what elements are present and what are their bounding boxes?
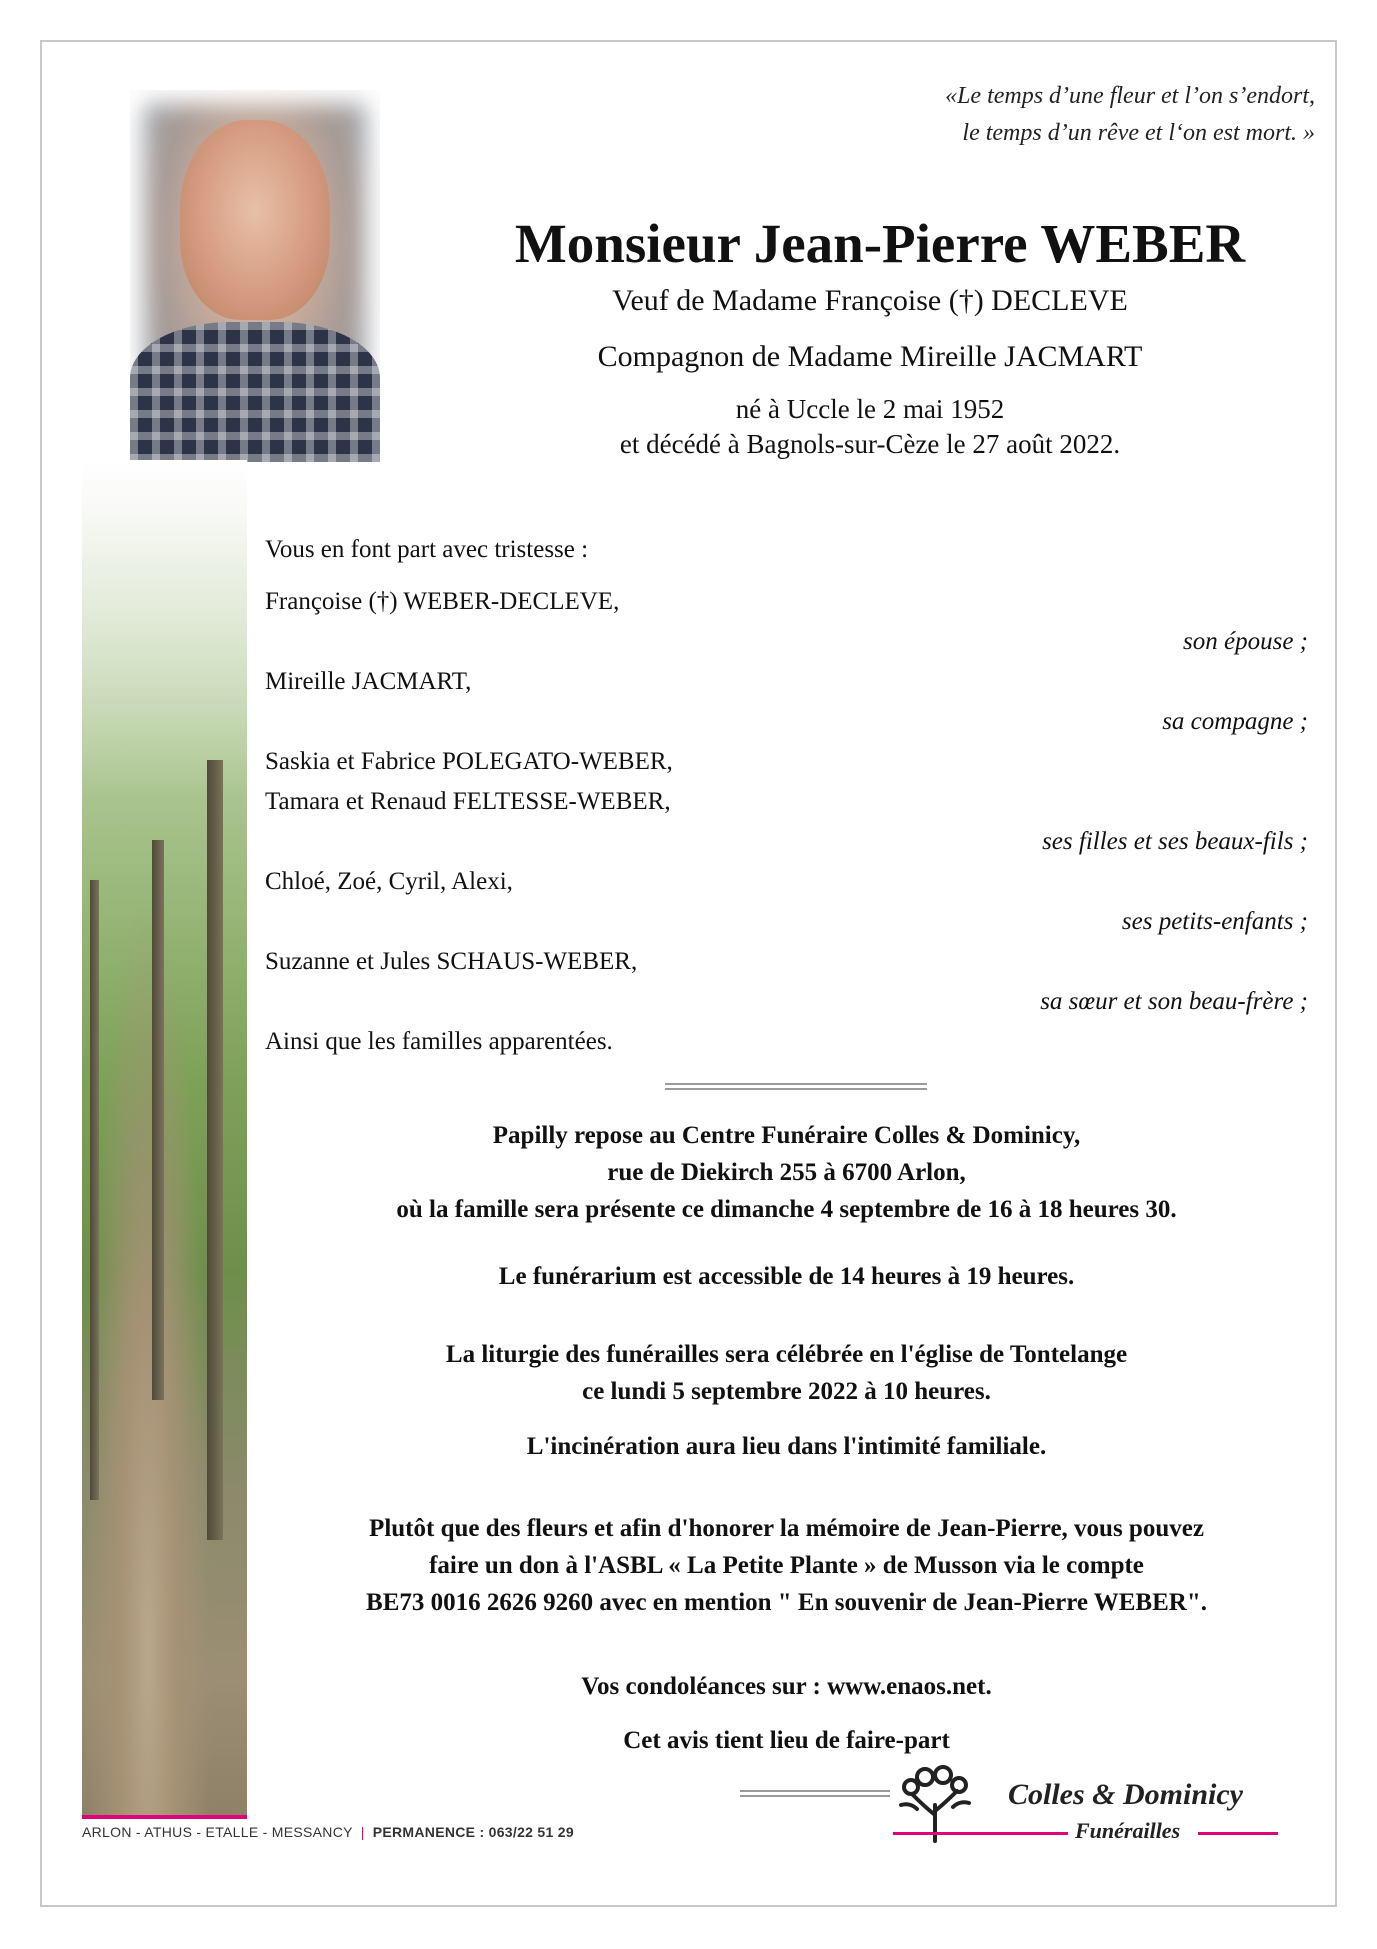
section-divider: [665, 1083, 927, 1090]
companion-line: Compagnon de Madame Mireille JACMART: [597, 340, 1143, 373]
quote-line: le temps d’un rêve et l‘on est mort. »: [962, 120, 1315, 146]
death-line: et décédé à Bagnols-sur-Cèze le 27 août 2022.: [619, 429, 1121, 459]
notice-info: Cet avis tient lieu de faire-part: [623, 1727, 950, 1754]
portrait-shirt: [130, 322, 380, 462]
accent-bar: [82, 1815, 247, 1819]
mourner-relation: son épouse ;: [1183, 628, 1308, 655]
birth-line: né à Uccle le 2 mai 1952: [735, 394, 1005, 424]
mourner-name: Françoise (†) WEBER-DECLEVE,: [265, 588, 620, 615]
footer-separator: |: [360, 1824, 365, 1840]
brand-underline-left: [893, 1832, 1068, 1835]
mourners-list: [265, 530, 1308, 1062]
mourner-name: Tamara et Renaud FELTESSE-WEBER,: [265, 788, 671, 815]
mourner-name: Mireille JACMART,: [265, 668, 472, 695]
widower-line: Veuf de Madame Françoise (†) DECLEVE: [612, 284, 1128, 317]
donation-info: [265, 1510, 1308, 1621]
logo-divider: [740, 1790, 890, 1797]
portrait-face: [180, 120, 330, 320]
mourner-name: Chloé, Zoé, Cyril, Alexi,: [265, 868, 513, 895]
footer-permanence: PERMANENCE : 063/22 51 29: [372, 1824, 574, 1840]
quote-line: «Le temps d’une fleur et l’on s’endort,: [945, 83, 1315, 109]
cremation-info: L'incinération aura lieu dans l'intimité familiale.: [526, 1433, 1047, 1460]
mourner-relation: sa sœur et son beau-frère ;: [1040, 988, 1308, 1015]
footer-locations: ARLON - ATHUS - ETALLE - MESSANCY: [82, 1824, 353, 1840]
mourner-relation: ses filles et ses beaux-fils ;: [1042, 828, 1308, 855]
info-line: La liturgie des funérailles sera célébrée en l'église de Tontelange: [445, 1341, 1128, 1368]
liturgy-info: [265, 1336, 1308, 1410]
mourner-name: Suzanne et Jules SCHAUS-WEBER,: [265, 948, 638, 975]
brand-subtitle: Funérailles: [1075, 1818, 1181, 1843]
info-line: Plutôt que des fleurs et afin d'honorer la mémoire de Jean-Pierre, vous pouvez: [369, 1515, 1204, 1542]
info-line: ce lundi 5 septembre 2022 à 10 heures.: [582, 1378, 991, 1405]
info-line: où la famille sera présente ce dimanche 4 septembre de 16 à 18 heures 30.: [396, 1196, 1177, 1223]
epigraph-quote: [945, 78, 1315, 152]
info-line: BE73 0016 2626 9260 avec en mention " En souvenir de Jean-Pierre WEBER".: [366, 1589, 1207, 1616]
info-line: Papilly repose au Centre Funéraire Colles & Dominicy,: [492, 1122, 1081, 1149]
mourner-relation: sa compagne ;: [1162, 708, 1308, 735]
mourner-relation: ses petits-enfants ;: [1121, 908, 1308, 935]
footer-contact: [82, 1822, 574, 1842]
info-line: faire un don à l'ASBL « La Petite Plante » de Musson via le compte: [429, 1552, 1144, 1579]
brand-underline-right: [1198, 1832, 1278, 1835]
access-info: Le funérarium est accessible de 14 heures à 19 heures.: [498, 1263, 1075, 1290]
info-line: rue de Diekirch 255 à 6700 Arlon,: [607, 1159, 966, 1186]
condolences-info: Vos condoléances sur : www.enaos.net.: [581, 1673, 992, 1700]
deceased-name: Monsieur Jean-Pierre WEBER: [514, 213, 1246, 274]
portrait-photo: [130, 90, 380, 462]
life-dates: [430, 392, 1310, 462]
forest-path-image: [82, 460, 247, 1815]
brand-name: Colles & Dominicy: [1008, 1778, 1243, 1811]
mourners-intro: Vous en font part avec tristesse :: [265, 536, 589, 563]
repose-info: [265, 1117, 1308, 1228]
mourner-name: Saskia et Fabrice POLEGATO-WEBER,: [265, 748, 673, 775]
mourners-closing: Ainsi que les familles apparentées.: [265, 1028, 613, 1055]
